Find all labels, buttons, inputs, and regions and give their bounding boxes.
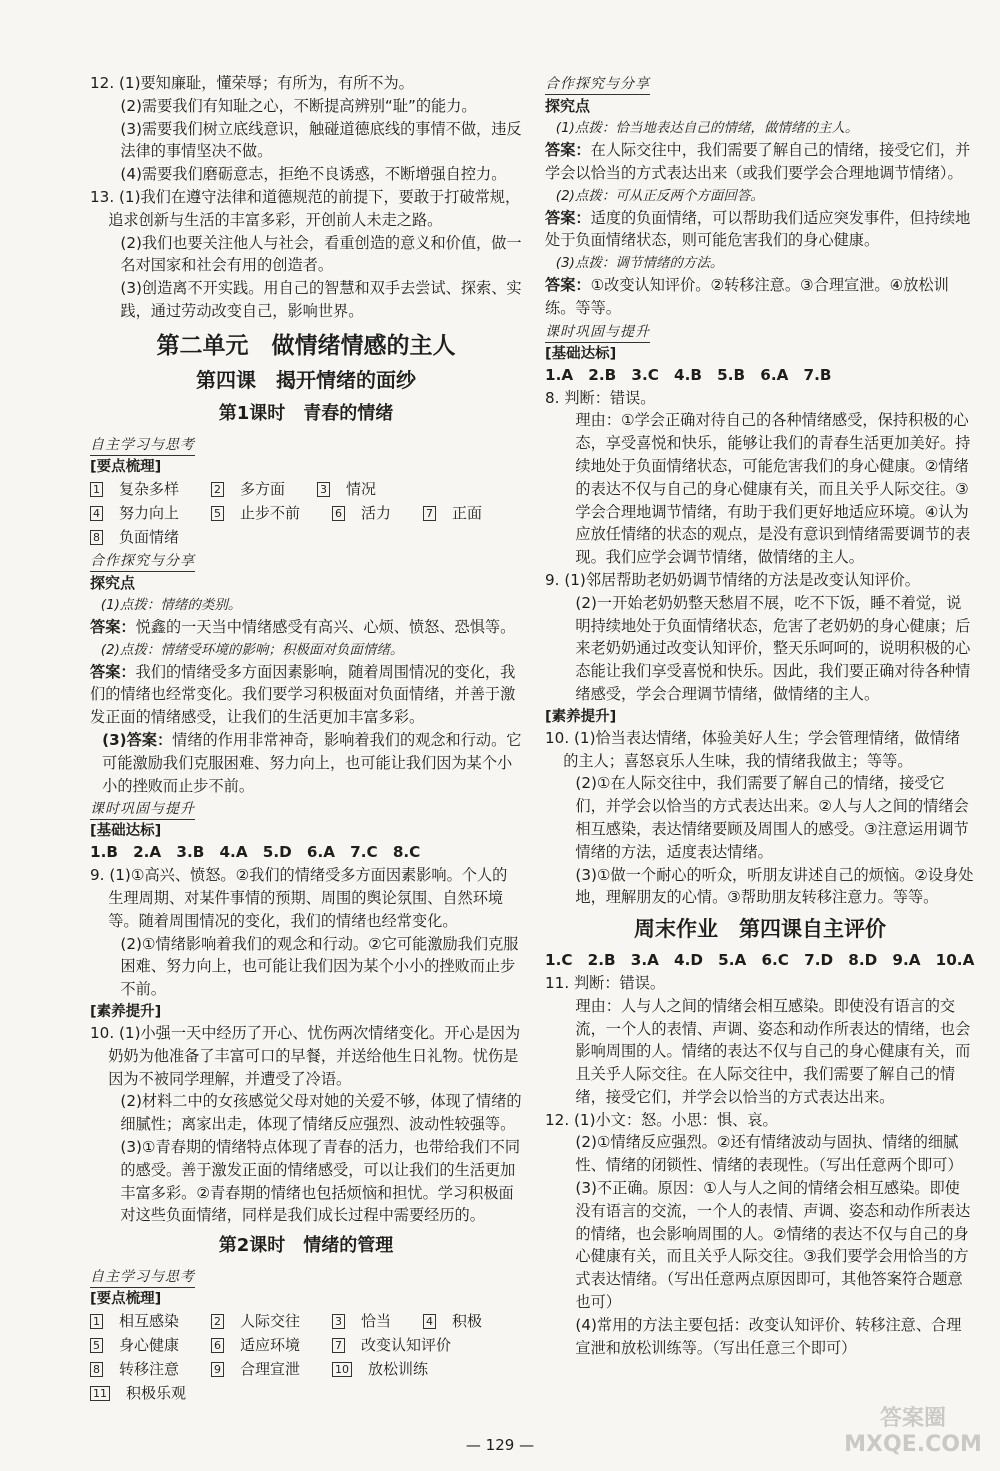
q8-head: 8. 判断：错误。 [545, 388, 656, 407]
tag-key-points: [要点梳理] [90, 458, 162, 475]
unit-title: 第二单元 做情绪情感的主人 [156, 332, 456, 359]
q10-line-r: (2)①在人际交往中，我们需要了解自己的情绪，接受它们，并学会以恰当的方式表达出来。②人与人之间的情绪会相互感染，表达情绪要顾及周围人的感受。③注意运用调节情绪的方法，适度表达情绪。 [575, 774, 969, 861]
q13-line: 13. (1)我们在遵守法律和道德规范的前提下，要敢于打破常规，追求创新与生活的丰富多彩，开创前人未走之路。 [90, 187, 521, 229]
explore-2-hint: (2)点拨：情绪受环境的影响；积极面对负面情绪。 [100, 641, 404, 658]
explore-1-hint: (1)点拨：情绪的类别。 [100, 596, 242, 613]
key-points-list-2 [90, 1309, 522, 1405]
explore-3-hint-r: (3)点拨：调节情绪的方法。 [555, 255, 724, 272]
period-2-title: 第2课时 情绪的管理 [218, 1235, 394, 1257]
explore-1-answer: 答案：悦鑫的一天当中情绪感受有高兴、心烦、愤怒、恐惧等。 [90, 617, 516, 636]
q12-line-r: (3)不正确。原因：①人与人之间的情绪会相互感染。即使没有语言的交流，一个人的表情、声调、姿态和动作所表达的情绪，也会影响周围的人。②情绪的表达不仅与自己的身心健康有关，而且关乎人际交往。③我们要学会用恰当的方式表达情绪。（写出任意两点原因即可，其他答案符合题意也可） [575, 1179, 971, 1312]
section-cooperation-r: 合作探究与分享 [545, 74, 650, 95]
key-point: 6 活力 [332, 501, 407, 525]
key-point: 5 止步不前 [211, 501, 316, 525]
q9-line: 9. (1)①高兴、愤怒。②我们的情绪受多方面因素影响。个人的生理周期、对某件事情的预期、周围的舆论氛围、自然环境等。随着周围情况的变化，我们的情绪也经常变化。 [90, 866, 508, 930]
right-column [545, 72, 975, 1359]
key-point: 5 身心健康 [90, 1333, 195, 1357]
question-13-block [90, 186, 522, 323]
explore-heading-r: 探究点 [545, 97, 591, 115]
q10-line-r: (3)①做一个耐心的听众，听朋友讲述自己的烦恼。②设身处地，理解朋友的心情。③帮助朋友转移注意力。等等。 [575, 865, 974, 907]
key-point: 4 积极 [423, 1309, 498, 1333]
key-point: 7 改变认知评价 [332, 1333, 467, 1357]
q12-line-r: (2)①情绪反应强烈。②还有情绪波动与固执、情绪的细腻性、情绪的闭锁性、情绪的表现性。（写出任意两个即可） [575, 1133, 963, 1175]
tag-key-points-2: [要点梳理] [90, 1291, 162, 1308]
page-number: — 129 — [465, 1436, 535, 1454]
explore-2-answer-r: 答案：适度的负面情绪，可以帮助我们适应突发事件，但持续地处于负面情绪状态，则可能危害我们的身心健康。 [545, 208, 971, 250]
section-consolidate-r: 课时巩固与提升 [545, 322, 650, 343]
q12-line-r: (4)常用的方法主要包括：改变认知评价、转移注意、合理宣泄和放松训练等。（写出任意三个即可） [575, 1315, 962, 1357]
key-point: 4 努力向上 [90, 501, 195, 525]
lesson-title: 第四课 揭开情绪的面纱 [196, 367, 416, 392]
tag-basic-r: [基础达标] [545, 345, 617, 362]
q10-line: (3)①青春期的情绪特点体现了青春的活力，也带给我们不同的感受。善于激发正面的情绪感受，可以让我们的生活更加丰富多彩。②青春期的情绪也包括烦恼和担忧。学习积极面对这些负面情绪，同样是我们成长过程中需要经历的。 [120, 1137, 521, 1225]
key-point: 7 正面 [423, 501, 498, 525]
key-point: 2 多方面 [211, 477, 301, 501]
key-point: 9 合理宣泄 [211, 1357, 316, 1381]
q12-line: 12. (1)要知廉耻，懂荣辱；有所为，有所不为。 [90, 74, 414, 92]
key-points-list-1 [90, 477, 522, 549]
site-watermark: 答案圈 MXQE.COM [844, 1406, 982, 1457]
explore-2-hint-r: (2)点拨：可从正反两个方面回答。 [555, 187, 764, 204]
key-point: 11 积极乐观 [90, 1381, 202, 1405]
basic-answers: 1.B 2.A 3.B 4.A 5.D 6.A 7.C 8.C [90, 843, 421, 862]
key-point: 3 情况 [317, 477, 392, 501]
weekend-homework-title: 周末作业 第四课自主评价 [634, 917, 886, 942]
weekend-basic-answers: 1.C 2.B 3.A 4.D 5.A 6.C 7.D 8.D 9.A 10.A [545, 951, 975, 970]
explore-heading: 探究点 [90, 573, 136, 592]
q12-line: (3)需要我们树立底线意识，触碰道德底线的事情不做，违反法律的事情坚决不做。 [120, 119, 522, 161]
key-point: 8 负面情绪 [90, 525, 195, 549]
q12-line: (4)需要我们磨砺意志，拒绝不良诱惑，不断增强自控力。 [120, 165, 507, 184]
q8-reason: 理由：①学会正确对待自己的各种情绪感受，保持积极的心态，享受喜悦和快乐，能够让我们的青春生活更加美好。持续地处于负面情绪状态，可能危害我们的身心健康。②情绪的表达不仅与自己的身心健康有关，而且关乎人际交往。③学会合理地调节情绪，有助于我们更好地适应环境。④认为应放任情绪的状态的观点，是没有意识到情绪需要调节的表现。我们应学会调节情绪，做情绪的主人。 [575, 411, 971, 567]
question-12-block [90, 72, 522, 186]
q12-line: (2)需要我们有知耻之心，不断提高辨别“耻”的能力。 [120, 96, 477, 115]
basic-answers-r: 1.A 2.B 3.C 4.B 5.B 6.A 7.B [545, 365, 832, 384]
q9-line: (2)①情绪影响着我们的观念和行动。②它可能激励我们克服困难、努力向上，也可能让我们因为某个小小的挫败而止步不前。 [120, 934, 519, 999]
explore-1-answer-r: 答案：在人际交往中，我们需要了解自己的情绪，接受它们，并学会以恰当的方式表达出来（或我们要学会合理地调节情绪）。 [545, 141, 971, 182]
q13-line: (3)创造离不开实践。用自己的智慧和双手去尝试、探索、实践，通过劳动改变自己，影响世界。 [120, 279, 522, 320]
key-point: 10 放松训练 [332, 1357, 444, 1381]
q12-line-r: 12. (1)小文：怒。小思：惧、哀。 [545, 1110, 778, 1129]
section-cooperation: 合作探究与分享 [90, 551, 195, 572]
key-point: 6 适应环境 [211, 1333, 316, 1357]
q13-line: (2)我们也要关注他人与社会，看重创造的意义和价值，做一名对国家和社会有用的创造者。 [120, 233, 522, 275]
q10-line: 10. (1)小强一天中经历了开心、忧伤两次情绪变化。开心是因为奶奶为他准备了丰富可口的早餐，并送给他生日礼物。忧伤是因为不被同学理解，并遭受了冷语。 [90, 1023, 521, 1088]
period-1-title: 第1课时 青春的情绪 [218, 402, 394, 424]
tag-basic: [基础达标] [90, 823, 162, 840]
explore-1-hint-r: (1)点拨：恰当地表达自己的情绪，做情绪的主人。 [555, 120, 859, 136]
key-point: 2 人际交往 [211, 1309, 316, 1333]
tag-literacy: [素养提升] [90, 1003, 162, 1020]
q9-line-r: (2)一开始老奶奶整天愁眉不展，吃不下饭，睡不着觉，说明持续地处于负面情绪状态，危害了老奶奶的身心健康；后来老奶奶通过改变认知评价，整天乐呵呵的，说明积极的心态能让我们享受喜悦和快乐。因此，我们要正确对待各种情绪感受，学会合理调节情绪，做情绪的主人。 [575, 593, 971, 703]
key-point: 3 恰当 [332, 1309, 407, 1333]
section-self-study: 自主学习与思考 [90, 435, 195, 456]
q11-reason: 理由：人与人之间的情绪会相互感染。即使没有语言的交流，一个人的表情、声调、姿态和动作所表达的情绪，也会影响周围的人。情绪的表达不仅与自己的身心健康有关，而且关乎人际交往。在人际交往中，我们需要了解自己的情绪，接受它们，并学会以恰当的方式表达出来。 [575, 996, 971, 1106]
key-point: 1 复杂多样 [90, 477, 195, 501]
key-point: 8 转移注意 [90, 1357, 195, 1381]
q11-head: 11. 判断：错误。 [545, 973, 666, 992]
tag-literacy-r: [素养提升] [545, 708, 617, 725]
q10-line: (2)材料二中的女孩感觉父母对她的关爱不够，体现了情绪的细腻性；离家出走，体现了情绪反应强烈、波动性较强等。 [120, 1092, 522, 1134]
left-column [90, 72, 522, 1405]
explore-3-answer: (3)答案：情绪的作用非常神奇，影响着我们的观念和行动。它可能激励我们克服困难、努力向上，也可能让我们因为某个小小的挫败而止步不前。 [102, 730, 522, 795]
explore-2-answer: 答案：我们的情绪受多方面因素影响，随着周围情况的变化，我们的情绪也经常变化。我们要学习积极面对负面情绪，并善于激发正面的情绪感受，让我们的生活更加丰富多彩。 [90, 662, 516, 727]
key-point: 1 相互感染 [90, 1309, 195, 1333]
section-self-study-2: 自主学习与思考 [90, 1267, 195, 1288]
explore-3-answer-r: 答案：①改变认知评价。②转移注意。③合理宣泄。④放松训练。等等。 [545, 276, 949, 317]
q9-line-r: 9. (1)邻居帮助老奶奶调节情绪的方法是改变认知评价。 [545, 570, 920, 589]
section-consolidate: 课时巩固与提升 [90, 799, 195, 820]
q10-line-r: 10. (1)恰当表达情绪，体验美好人生；学会管理情绪，做情绪的主人；喜怒哀乐人生味，我的情绪我做主；等等。 [545, 728, 960, 770]
